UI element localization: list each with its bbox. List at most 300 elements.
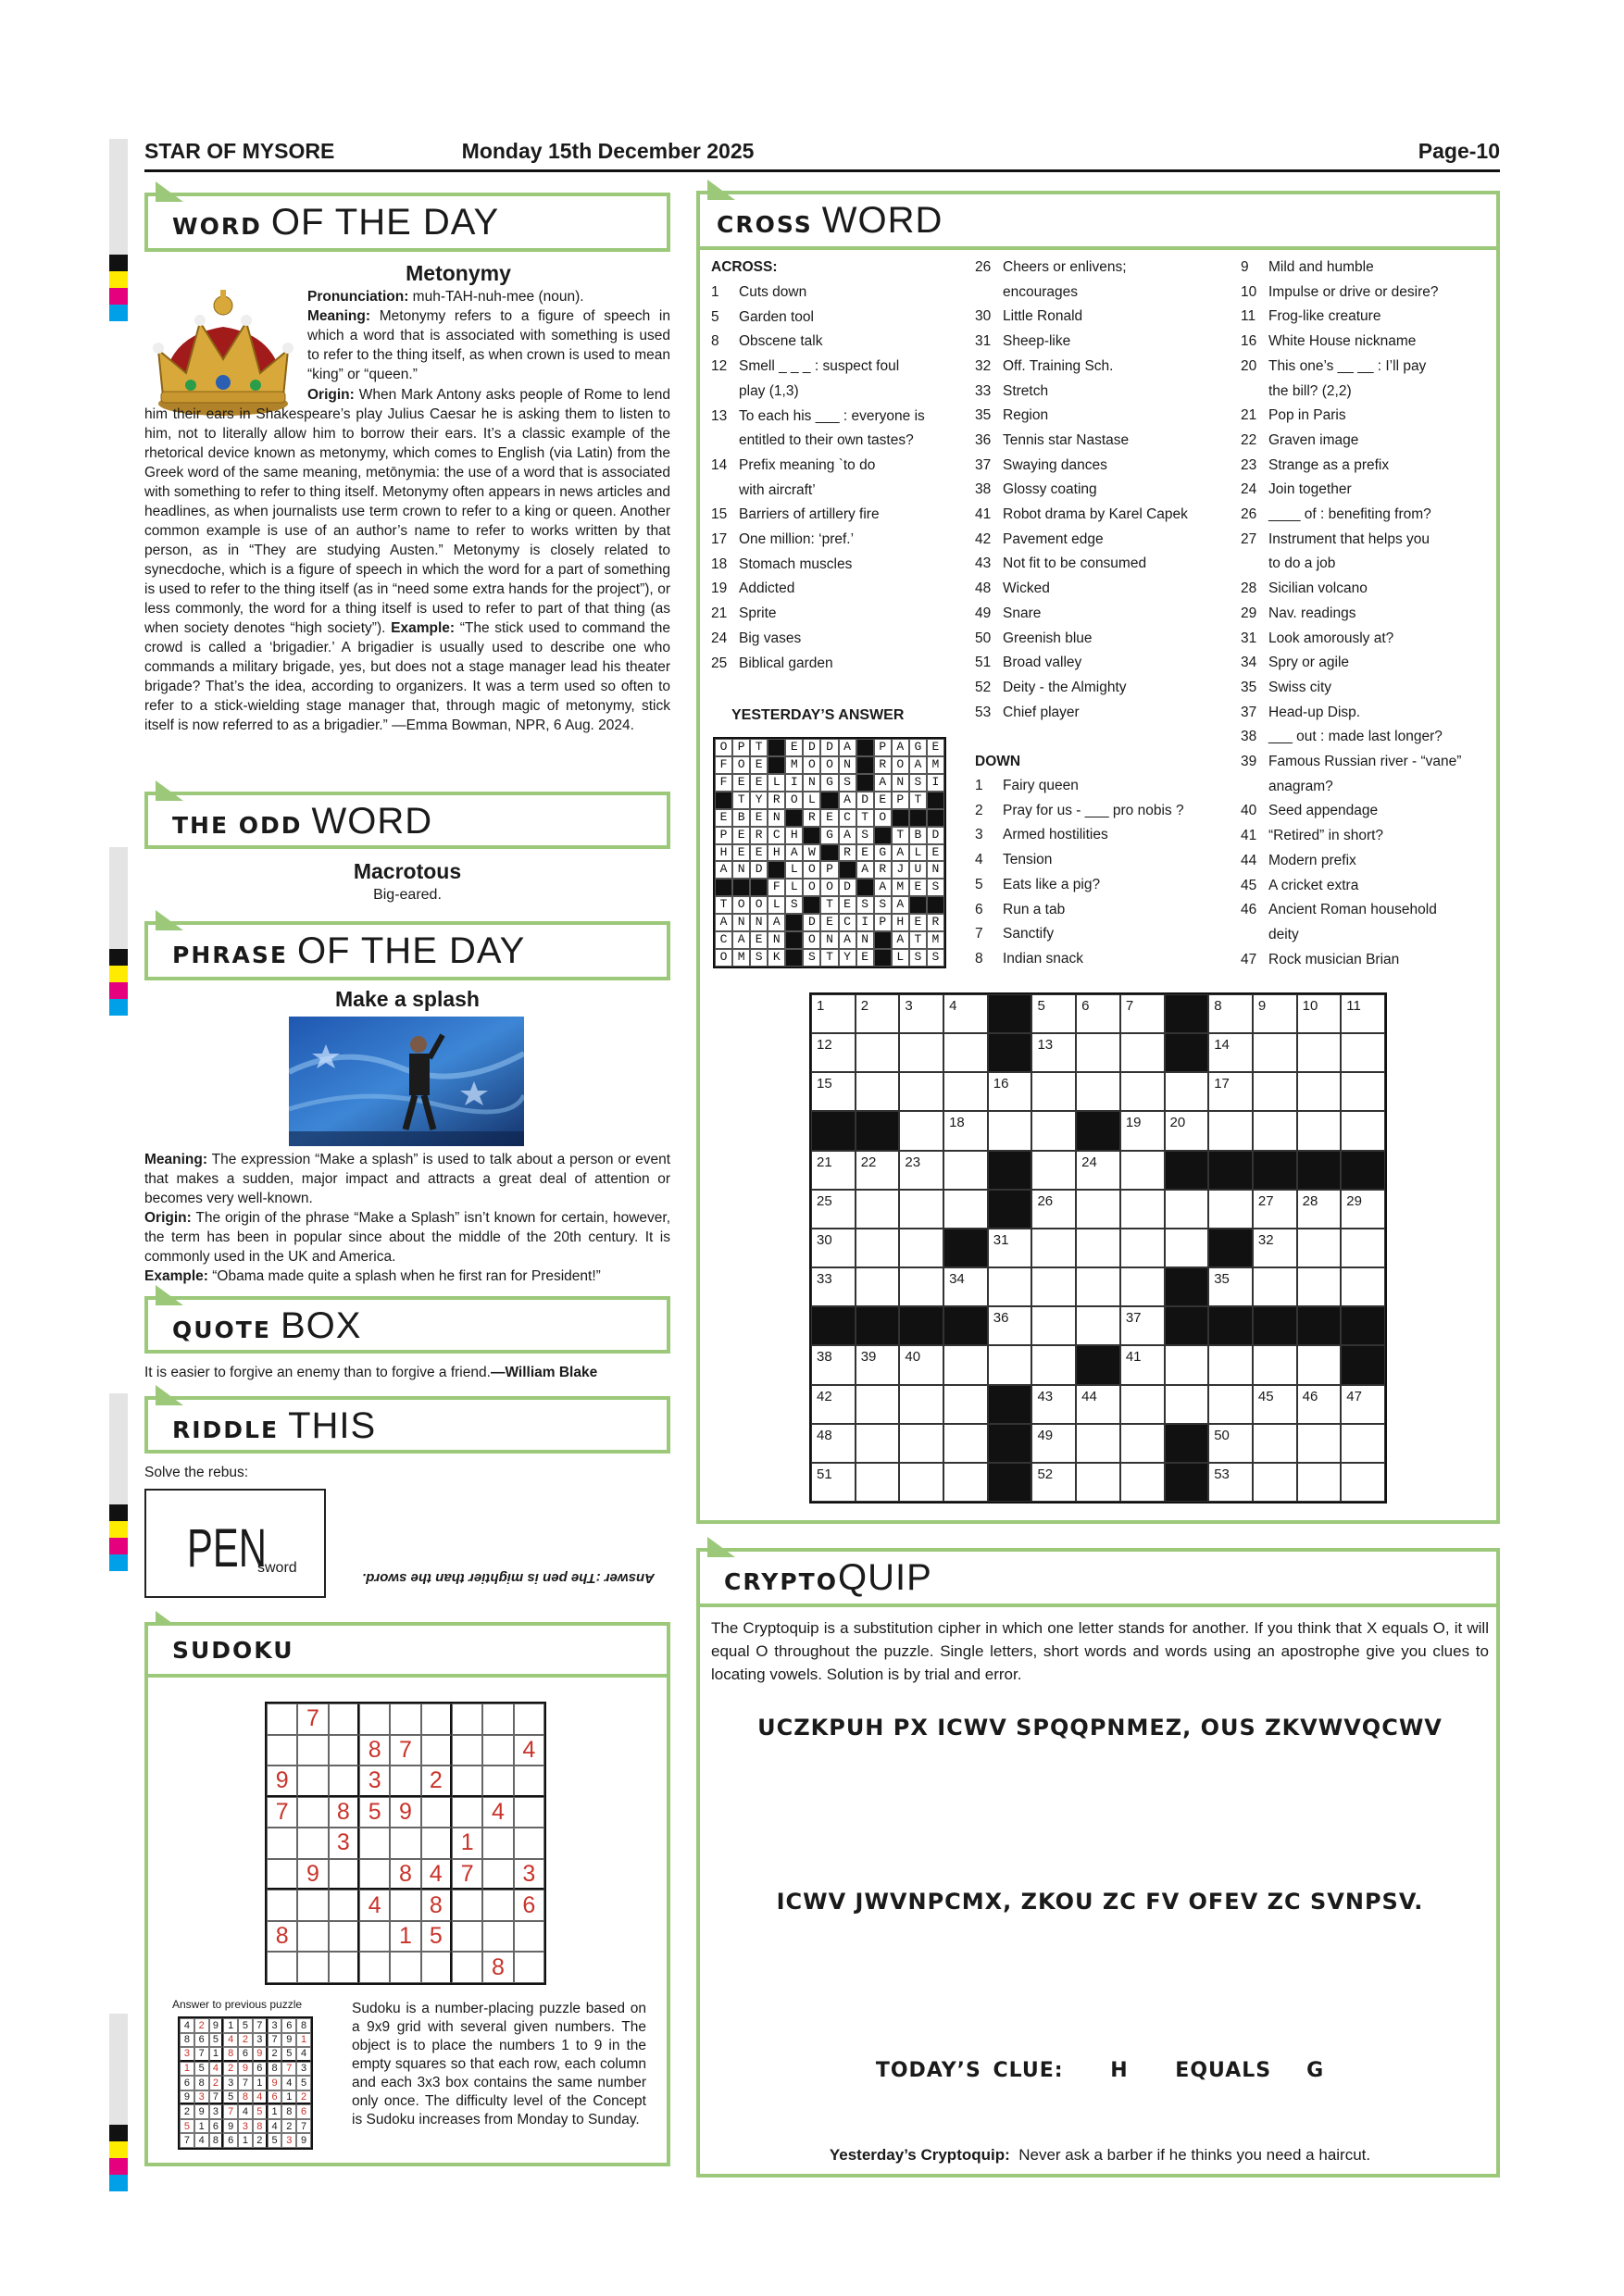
sudoku-answer-cell: 2 bbox=[223, 2062, 238, 2077]
answer-block bbox=[856, 774, 874, 792]
answer-cell: E bbox=[732, 774, 750, 792]
crossword-cell[interactable] bbox=[1120, 1385, 1165, 1424]
clue-text: Swiss city bbox=[1268, 679, 1332, 695]
answer-cell: R bbox=[803, 809, 820, 827]
answer-cell: E bbox=[927, 844, 944, 862]
clue-text: encourages bbox=[1003, 283, 1079, 300]
crossword-cell[interactable] bbox=[899, 1385, 943, 1424]
riddle-prompt: Solve the rebus: bbox=[144, 1465, 249, 1480]
banner-title-bold: QUOTE bbox=[172, 1316, 271, 1343]
sudoku-cell: 9 bbox=[390, 1797, 420, 1828]
crossword-cell[interactable] bbox=[1031, 1267, 1076, 1306]
crossword-cell[interactable] bbox=[1165, 1229, 1209, 1267]
crossword-cell[interactable] bbox=[1253, 1190, 1297, 1229]
crossword-block bbox=[1208, 1229, 1253, 1267]
clue-text: Not fit to be consumed bbox=[1003, 555, 1147, 572]
clue-text: Barriers of artillery fire bbox=[739, 506, 880, 523]
crossword-cell[interactable] bbox=[988, 1306, 1032, 1345]
clue-text: Prefix meaning `to do bbox=[739, 456, 876, 473]
crossword-cell[interactable] bbox=[899, 1424, 943, 1463]
crossword-cell[interactable] bbox=[899, 1463, 943, 1502]
crossword-block bbox=[1208, 1306, 1253, 1345]
answer-cell: G bbox=[909, 739, 927, 756]
clue-text: This one’s __ __ : I’ll pay bbox=[1268, 357, 1427, 374]
clue-number: 18 bbox=[711, 555, 728, 572]
answer-cell: O bbox=[874, 809, 892, 827]
clue-number: 35 bbox=[975, 407, 992, 424]
crossword-cell[interactable] bbox=[811, 1190, 856, 1229]
sudoku-cell bbox=[390, 1703, 420, 1735]
clue-number: 34 bbox=[1241, 655, 1257, 671]
crossword-cell[interactable] bbox=[943, 1033, 988, 1072]
crossword-cell[interactable] bbox=[811, 1151, 856, 1190]
crossword-cell[interactable] bbox=[899, 1267, 943, 1306]
sudoku-cell: 1 bbox=[452, 1828, 482, 1859]
crossword-cell[interactable] bbox=[1208, 1267, 1253, 1306]
crossword-cell[interactable] bbox=[1297, 1190, 1342, 1229]
crossword-cell[interactable] bbox=[1031, 1072, 1076, 1111]
answer-block bbox=[874, 931, 892, 949]
sudoku-answer-cell: 1 bbox=[281, 2090, 296, 2105]
clue-text: Head-up Disp. bbox=[1268, 704, 1361, 720]
clue-text: Instrument that helps you bbox=[1268, 530, 1430, 547]
crossword-cell[interactable] bbox=[1208, 1072, 1253, 1111]
sudoku-answer-cell: 4 bbox=[253, 2090, 268, 2105]
crossword-cell[interactable] bbox=[1076, 1151, 1120, 1190]
crossword-cell[interactable] bbox=[856, 1267, 900, 1306]
crossword-cell[interactable] bbox=[856, 1151, 900, 1190]
clue-text: Glossy coating bbox=[1003, 481, 1097, 498]
sudoku-cell bbox=[329, 1859, 359, 1890]
answer-cell: D bbox=[750, 861, 768, 879]
crossword-cell[interactable] bbox=[1253, 1345, 1297, 1384]
crossword-cell[interactable] bbox=[1031, 1306, 1076, 1345]
answer-block bbox=[803, 896, 820, 914]
banner-title: QUIP bbox=[837, 1557, 932, 1598]
crossword-cell[interactable] bbox=[1031, 994, 1076, 1033]
answer-cell: N bbox=[768, 809, 785, 827]
crossword-cell[interactable] bbox=[1120, 1306, 1165, 1345]
crossword-cell[interactable] bbox=[1076, 1306, 1120, 1345]
crossword-cell[interactable] bbox=[811, 1033, 856, 1072]
answer-cell: N bbox=[732, 861, 750, 879]
crossword-cell[interactable] bbox=[1120, 1151, 1165, 1190]
crossword-cell[interactable] bbox=[1253, 1072, 1297, 1111]
sudoku-cell bbox=[267, 1735, 297, 1766]
banner-tab-icon bbox=[707, 1537, 735, 1557]
crossword-cell[interactable] bbox=[1120, 1229, 1165, 1267]
clue-row bbox=[1241, 948, 1491, 973]
sudoku-cell: 5 bbox=[421, 1921, 452, 1953]
clue-number: 13 bbox=[711, 407, 728, 424]
sudoku-answer-cell: 1 bbox=[180, 2062, 194, 2077]
answer-cell: H bbox=[715, 844, 732, 862]
crossword-cell[interactable] bbox=[1208, 1385, 1253, 1424]
crossword-cell[interactable] bbox=[856, 1190, 900, 1229]
clue-number bbox=[1241, 552, 1268, 577]
wod-origin: When Mark Antony asks people of Rome to lend him their ears in Shakespeare’s play Julius Caesar he is asking them to listen to him, not to literally allow him to borrow their ears. It’s a classic example of the rhetorical device known as metonymy, which comes to English (via Latin) from the Greek word of the same meaning, metōnymia: the use of a word that is associated with something to refer to thing itself. Metonymy often appears in news articles and headlines, as when journalists use term crown to refer to a king or queen. Another common example is use of an author’s name to refer to works written by that person, as in “They are studying Austen.” Metonymy is closely related to synecdoche, which is a figure of speech in which the word for a part of something is used to refer to the thing itself (as in “need some extra hands for the project”), or less commonly, the word for a thing itself is used to refer to part of that thing (as when society denotes “high society”). bbox=[144, 387, 670, 636]
sudoku-answer-cell: 8 bbox=[268, 2062, 282, 2077]
registration-strip-bottom bbox=[109, 2014, 128, 2191]
crossword-cell[interactable] bbox=[856, 1345, 900, 1384]
clue-g: G bbox=[1306, 2059, 1325, 2082]
clue-text: Off. Training Sch. bbox=[1003, 357, 1114, 374]
crossword-cell[interactable] bbox=[1341, 1463, 1385, 1502]
sudoku-cell bbox=[390, 1766, 420, 1797]
crossword-cell[interactable] bbox=[1297, 1463, 1342, 1502]
crossword-cell[interactable] bbox=[943, 1424, 988, 1463]
crossword-cell[interactable] bbox=[988, 1072, 1032, 1111]
crossword-cell[interactable] bbox=[1341, 1267, 1385, 1306]
crossword-cell[interactable] bbox=[1208, 1111, 1253, 1150]
crossword-cell[interactable] bbox=[1341, 1072, 1385, 1111]
crossword-cell[interactable] bbox=[1120, 1111, 1165, 1150]
crossword-cell[interactable] bbox=[943, 1072, 988, 1111]
answer-block bbox=[820, 792, 838, 809]
answer-cell: B bbox=[732, 809, 750, 827]
crossword-cell[interactable] bbox=[1076, 1385, 1120, 1424]
crossword-cell[interactable] bbox=[943, 994, 988, 1033]
clue-row bbox=[711, 355, 961, 380]
crossword-cell[interactable] bbox=[1076, 1190, 1120, 1229]
clue-text: Smell _ _ _ : suspect foul bbox=[739, 358, 900, 375]
clue-row bbox=[1241, 849, 1491, 874]
sudoku-cell bbox=[482, 1703, 513, 1735]
crossword-cell[interactable] bbox=[1165, 1072, 1209, 1111]
answer-cell: T bbox=[750, 739, 768, 756]
crossword-cell[interactable] bbox=[943, 1111, 988, 1150]
wod-pron: muh-TAH-nuh-mee (noun). bbox=[412, 289, 584, 305]
answer-cell: H bbox=[768, 844, 785, 862]
crossword-cell[interactable] bbox=[899, 1229, 943, 1267]
crossword-cell[interactable] bbox=[1341, 1424, 1385, 1463]
clue-row bbox=[975, 454, 1216, 479]
crossword-cell[interactable] bbox=[1208, 994, 1253, 1033]
crossword-block bbox=[988, 1385, 1032, 1424]
crossword-cell[interactable] bbox=[1120, 1463, 1165, 1502]
clue-number: 43 bbox=[975, 555, 992, 572]
answer-block bbox=[803, 827, 820, 844]
crossword-cell[interactable] bbox=[1208, 1463, 1253, 1502]
clue-text: To each his ___ : everyone is bbox=[739, 407, 925, 424]
cryptoquip-banner bbox=[696, 1548, 1500, 1607]
crossword-cell[interactable] bbox=[1165, 1345, 1209, 1384]
clue-row bbox=[975, 676, 1216, 701]
crossword-cell[interactable] bbox=[811, 1424, 856, 1463]
crossword-cell[interactable] bbox=[1076, 994, 1120, 1033]
answer-cell: S bbox=[909, 949, 927, 967]
answer-cell: L bbox=[768, 774, 785, 792]
crossword-cell[interactable] bbox=[1076, 1267, 1120, 1306]
crossword-cell[interactable] bbox=[1297, 1345, 1342, 1384]
crossword-cell[interactable] bbox=[856, 1385, 900, 1424]
crossword-cell[interactable] bbox=[899, 1151, 943, 1190]
sudoku-answer-cell: 1 bbox=[194, 2119, 209, 2134]
riddle-banner bbox=[144, 1396, 670, 1454]
crossword-block bbox=[1341, 1306, 1385, 1345]
crossword-cell[interactable] bbox=[988, 1345, 1032, 1384]
answer-cell: A bbox=[892, 896, 909, 914]
answer-cell: O bbox=[732, 756, 750, 774]
answer-cell: L bbox=[785, 861, 803, 879]
crossword-cell[interactable] bbox=[1253, 1463, 1297, 1502]
crossword-cell[interactable] bbox=[988, 1267, 1032, 1306]
sudoku-answer-cell: 8 bbox=[223, 2047, 238, 2062]
crossword-cell[interactable] bbox=[1253, 1229, 1297, 1267]
clue-number: 38 bbox=[975, 481, 992, 498]
clue-row bbox=[1241, 725, 1491, 750]
crossword-cell[interactable] bbox=[1297, 1229, 1342, 1267]
sudoku-cell bbox=[390, 1952, 420, 1983]
crossword-cell[interactable] bbox=[811, 994, 856, 1033]
crossword-cell[interactable] bbox=[899, 1111, 943, 1150]
banner-tab-icon bbox=[156, 780, 183, 801]
crossword-cell[interactable] bbox=[1120, 1424, 1165, 1463]
crossword-cell[interactable] bbox=[1253, 1033, 1297, 1072]
banner-tab-icon bbox=[156, 910, 183, 930]
answer-cell: O bbox=[732, 896, 750, 914]
crossword-block bbox=[1253, 1306, 1297, 1345]
crossword-cell[interactable] bbox=[1031, 1229, 1076, 1267]
clue-text: Armed hostilities bbox=[1003, 827, 1108, 843]
crossword-cell[interactable] bbox=[1076, 1033, 1120, 1072]
crossword-cell[interactable] bbox=[1120, 1190, 1165, 1229]
answer-cell: S bbox=[927, 879, 944, 896]
answer-cell: C bbox=[715, 931, 732, 949]
clue-cell-number: 33 bbox=[817, 1271, 832, 1288]
answer-cell: E bbox=[732, 827, 750, 844]
crossword-cell[interactable] bbox=[1341, 994, 1385, 1033]
answer-cell: P bbox=[892, 792, 909, 809]
clue-text: Sprite bbox=[739, 605, 777, 622]
crossword-cell[interactable] bbox=[899, 1033, 943, 1072]
crossword-block bbox=[988, 1190, 1032, 1229]
crossword-cell[interactable] bbox=[1076, 1463, 1120, 1502]
sudoku-answer-cell: 3 bbox=[296, 2062, 311, 2077]
sudoku-answer-cell: 5 bbox=[268, 2133, 282, 2148]
answer-cell: E bbox=[820, 914, 838, 931]
answer-cell: P bbox=[874, 914, 892, 931]
sudoku-cell bbox=[267, 1703, 297, 1735]
clue-cell-number: 9 bbox=[1257, 998, 1267, 1014]
odd-word-banner bbox=[144, 792, 670, 849]
clue-number: 22 bbox=[1241, 431, 1257, 448]
sudoku-cell bbox=[482, 1921, 513, 1953]
crossword-cell[interactable] bbox=[1031, 1463, 1076, 1502]
sudoku-cell: 8 bbox=[421, 1890, 452, 1921]
clue-text: Biblical garden bbox=[739, 655, 833, 671]
answer-cell: K bbox=[768, 949, 785, 967]
crossword-cell[interactable] bbox=[811, 1267, 856, 1306]
answer-cell: O bbox=[715, 949, 732, 967]
answer-cell: O bbox=[803, 756, 820, 774]
crossword-cell[interactable] bbox=[811, 1072, 856, 1111]
sudoku-answer-cell: 7 bbox=[268, 2033, 282, 2048]
crossword-cell[interactable] bbox=[1031, 1033, 1076, 1072]
crossword-cell[interactable] bbox=[1341, 1385, 1385, 1424]
crossword-cell[interactable] bbox=[943, 1385, 988, 1424]
clue-text: Run a tab bbox=[1003, 901, 1066, 917]
crossword-cell[interactable] bbox=[943, 1190, 988, 1229]
clue-number: 44 bbox=[1241, 852, 1257, 868]
crossword-block bbox=[856, 1306, 900, 1345]
cq-yesterday-label: Yesterday’s Cryptoquip: bbox=[829, 2146, 1010, 2164]
answer-cell: U bbox=[909, 861, 927, 879]
clue-cell-number: 46 bbox=[1302, 1388, 1318, 1404]
crossword-cell[interactable] bbox=[856, 1072, 900, 1111]
crossword-cell[interactable] bbox=[1076, 1229, 1120, 1267]
crossword-cell[interactable] bbox=[1120, 1267, 1165, 1306]
crossword-cell[interactable] bbox=[1031, 1424, 1076, 1463]
crossword-cell[interactable] bbox=[811, 1345, 856, 1384]
crossword-cell[interactable] bbox=[1341, 1111, 1385, 1150]
crossword-cell[interactable] bbox=[1120, 1033, 1165, 1072]
answer-block bbox=[768, 861, 785, 879]
crossword-cell[interactable] bbox=[1297, 1072, 1342, 1111]
clue-text: entitled to their own tastes? bbox=[739, 432, 914, 449]
clue-row bbox=[711, 405, 961, 430]
crossword-cell[interactable] bbox=[1031, 1385, 1076, 1424]
crossword-cell[interactable] bbox=[1297, 1267, 1342, 1306]
crossword-cell[interactable] bbox=[1076, 1424, 1120, 1463]
crossword-cell[interactable] bbox=[1297, 1424, 1342, 1463]
clue-row bbox=[975, 898, 1216, 923]
answer-cell: J bbox=[892, 861, 909, 879]
crossword-cell[interactable] bbox=[1165, 1385, 1209, 1424]
crossword-cell[interactable] bbox=[1341, 1229, 1385, 1267]
crossword-cell[interactable] bbox=[988, 1111, 1032, 1150]
sudoku-answer-cell: 8 bbox=[253, 2119, 268, 2134]
crossword-cell[interactable] bbox=[811, 1229, 856, 1267]
crossword-cell[interactable] bbox=[1297, 1111, 1342, 1150]
crossword-cell[interactable] bbox=[1076, 1072, 1120, 1111]
answer-cell: O bbox=[715, 739, 732, 756]
clue-row bbox=[711, 330, 961, 355]
crossword-cell[interactable] bbox=[1297, 994, 1342, 1033]
answer-cell: O bbox=[803, 879, 820, 896]
clue-number: 36 bbox=[975, 431, 992, 448]
crossword-cell[interactable] bbox=[856, 1424, 900, 1463]
answer-cell: S bbox=[839, 774, 856, 792]
crossword-cell[interactable] bbox=[1031, 1151, 1076, 1190]
clue-cell-number: 27 bbox=[1257, 1192, 1274, 1209]
clue-number: 9 bbox=[1241, 259, 1249, 275]
crossword-cell[interactable] bbox=[899, 1190, 943, 1229]
crossword-cell[interactable] bbox=[1165, 1111, 1209, 1150]
crossword-cell[interactable] bbox=[1297, 1033, 1342, 1072]
crossword-cell[interactable] bbox=[1253, 1424, 1297, 1463]
sudoku-cell: 7 bbox=[452, 1859, 482, 1890]
clue-h: H bbox=[1110, 2059, 1129, 2082]
sudoku-cell bbox=[297, 1890, 328, 1921]
crossword-block bbox=[1165, 994, 1209, 1033]
banner-title-bold: THE ODD bbox=[172, 812, 303, 839]
sudoku-answer-cell: 7 bbox=[296, 2119, 311, 2134]
crossword-cell[interactable] bbox=[943, 1151, 988, 1190]
quote-author: —William Blake bbox=[490, 1365, 598, 1380]
answer-cell: N bbox=[750, 914, 768, 931]
crossword-cell[interactable] bbox=[1208, 1033, 1253, 1072]
clue-text: Chief player bbox=[1003, 704, 1080, 720]
sudoku-cell bbox=[359, 1828, 390, 1859]
sudoku-answer-cell: 2 bbox=[296, 2090, 311, 2105]
clue-number: 12 bbox=[711, 358, 728, 375]
sudoku-cell bbox=[297, 1735, 328, 1766]
crossword-cell[interactable] bbox=[943, 1463, 988, 1502]
crossword-cell[interactable] bbox=[943, 1345, 988, 1384]
crossword-cell[interactable] bbox=[856, 1033, 900, 1072]
crossword-cell[interactable] bbox=[1253, 1385, 1297, 1424]
crossword-cell[interactable] bbox=[899, 1345, 943, 1384]
clue-number: 5 bbox=[711, 308, 719, 325]
crossword-cell[interactable] bbox=[1031, 1190, 1076, 1229]
crossword-cell[interactable] bbox=[1341, 1033, 1385, 1072]
crossword-cell[interactable] bbox=[1253, 1111, 1297, 1150]
crossword-cell[interactable] bbox=[856, 1463, 900, 1502]
banner-title-bold: PHRASE bbox=[172, 942, 288, 968]
crossword-cell[interactable] bbox=[1208, 1345, 1253, 1384]
banner-title-bold: RIDDLE bbox=[172, 1416, 280, 1443]
clue-number: 1 bbox=[711, 284, 719, 300]
crossword-cell[interactable] bbox=[899, 1072, 943, 1111]
answer-cell: A bbox=[839, 792, 856, 809]
crossword-cell[interactable] bbox=[1341, 1190, 1385, 1229]
crossword-cell[interactable] bbox=[1165, 1190, 1209, 1229]
clue-text: Impulse or drive or desire? bbox=[1268, 283, 1439, 300]
answer-cell: M bbox=[892, 879, 909, 896]
answer-block bbox=[856, 879, 874, 896]
crossword-cell[interactable] bbox=[1208, 1190, 1253, 1229]
sudoku-answer-cell: 8 bbox=[281, 2104, 296, 2119]
clue-number: 41 bbox=[975, 506, 992, 523]
sudoku-answer-cell: 8 bbox=[194, 2076, 209, 2090]
crossword-cell[interactable] bbox=[1120, 1072, 1165, 1111]
sudoku-cell bbox=[452, 1797, 482, 1828]
clue-cell-number: 34 bbox=[949, 1271, 965, 1288]
crossword-cell[interactable] bbox=[1253, 1267, 1297, 1306]
crossword-cell[interactable] bbox=[1031, 1111, 1076, 1150]
crossword-cell[interactable] bbox=[856, 1229, 900, 1267]
answer-cell: B bbox=[909, 827, 927, 844]
crossword-cell[interactable] bbox=[1253, 994, 1297, 1033]
sudoku-answer-cell: 4 bbox=[296, 2047, 311, 2062]
crossword-cell[interactable] bbox=[899, 994, 943, 1033]
answer-cell: F bbox=[768, 879, 785, 896]
clue-number: 38 bbox=[1241, 729, 1257, 745]
clue-number: 31 bbox=[1241, 630, 1257, 646]
crossword-cell[interactable] bbox=[1297, 1385, 1342, 1424]
clue-number: 37 bbox=[975, 456, 992, 473]
clue-row bbox=[975, 848, 1216, 873]
clue-cell-number: 42 bbox=[817, 1388, 832, 1404]
clue-number: 37 bbox=[1241, 704, 1257, 720]
sudoku-answer-cell: 4 bbox=[268, 2119, 282, 2134]
crossword-block bbox=[1341, 1151, 1385, 1190]
crossword-cell[interactable] bbox=[811, 1463, 856, 1502]
crossword-cell[interactable] bbox=[1120, 1345, 1165, 1384]
clue-text: Wicked bbox=[1003, 580, 1050, 597]
crossword-cell[interactable] bbox=[1208, 1424, 1253, 1463]
crossword-cell[interactable] bbox=[1031, 1345, 1076, 1384]
crossword-cell[interactable] bbox=[943, 1267, 988, 1306]
sudoku-answer-cell: 9 bbox=[281, 2033, 296, 2048]
crossword-cell[interactable] bbox=[1120, 994, 1165, 1033]
answer-cell: A bbox=[732, 931, 750, 949]
crossword-cell[interactable] bbox=[988, 1229, 1032, 1267]
clue-number: 5 bbox=[975, 876, 983, 892]
crossword-cell[interactable] bbox=[856, 994, 900, 1033]
crossword-cell[interactable] bbox=[811, 1385, 856, 1424]
